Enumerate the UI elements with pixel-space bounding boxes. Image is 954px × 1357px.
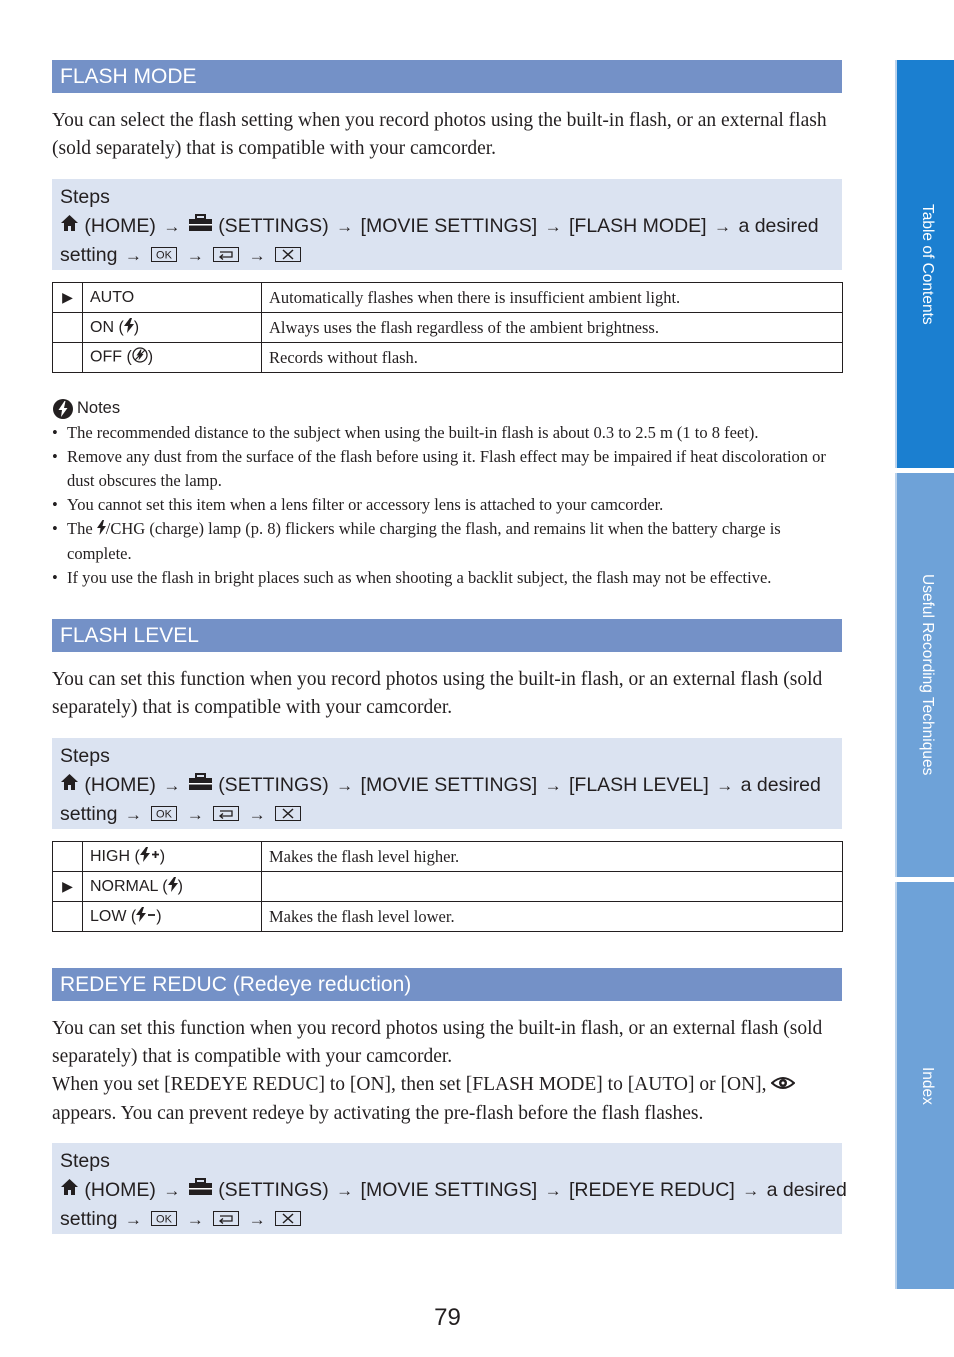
flash-off-icon <box>132 347 148 368</box>
home-label[interactable]: (HOME) <box>84 1179 156 1201</box>
setting-label: setting <box>60 1208 118 1231</box>
steps-label: Steps <box>60 745 110 767</box>
list-item: • You cannot set this item when a lens filter or accessory lens is attached to your camcorder. <box>52 493 847 517</box>
desired-label: a desired <box>766 1179 847 1201</box>
arrow-icon: → <box>248 1210 266 1230</box>
svg-text:OK: OK <box>156 808 173 821</box>
table-row[interactable] <box>53 313 843 343</box>
option-desc: Makes the flash level lower. <box>262 902 843 932</box>
svg-text:OK: OK <box>156 249 173 262</box>
desired-label: a desired <box>738 215 819 237</box>
redeye-intro-2: When you set [REDEYE REDUC] to [ON], then set [FLASH MODE] to [AUTO] or [ON], appears. You can prevent redeye by activating the pre-flash before the flash flashes. <box>52 1071 844 1128</box>
redeye-reduc-label[interactable]: [REDEYE REDUC] <box>568 1179 735 1201</box>
flash-level-options-table <box>52 841 843 932</box>
flash-level-steps <box>52 738 842 829</box>
steps-label: Steps <box>60 186 110 208</box>
arrow-icon: → <box>124 246 142 266</box>
toolbox-icon <box>188 212 213 241</box>
home-label[interactable]: (HOME) <box>84 215 156 237</box>
default-marker-icon: ▶ <box>53 872 83 902</box>
arrow-icon: → <box>186 805 204 825</box>
return-icon[interactable] <box>213 1206 239 1235</box>
ok-button-icon[interactable] <box>151 801 177 830</box>
option-name: OFF ( ) <box>83 343 262 373</box>
flash-minus-icon <box>136 907 156 927</box>
table-row[interactable] <box>53 343 843 373</box>
arrow-icon: → <box>248 805 266 825</box>
settings-label[interactable]: (SETTINGS) <box>218 215 329 237</box>
arrow-icon: → <box>716 776 734 795</box>
table-row[interactable] <box>53 902 843 932</box>
desired-label: a desired <box>740 774 821 796</box>
toolbox-icon <box>188 771 213 800</box>
movie-settings-label[interactable]: [MOVIE SETTINGS] <box>360 774 538 796</box>
close-icon[interactable] <box>275 242 301 271</box>
default-marker-icon: ▶ <box>53 283 83 313</box>
tab-label: Table of Contents <box>919 203 936 325</box>
close-icon[interactable] <box>275 801 301 830</box>
redeye-intro: You can set this function when you record photos using the built-in flash, or an external flash (sold separately) that is compatible with your camcorder. <box>52 1018 823 1067</box>
option-desc <box>262 872 843 902</box>
return-icon[interactable] <box>213 801 239 830</box>
arrow-icon: → <box>124 805 142 825</box>
arrow-icon: → <box>544 776 562 795</box>
arrow-icon: → <box>186 1210 204 1230</box>
option-desc: Automatically flashes when there is insufficient ambient light. <box>262 283 843 313</box>
page-number: 79 <box>434 1304 461 1331</box>
notes-list <box>52 421 847 590</box>
flash-mode-intro: You can select the flash setting when you record photos using the built-in flash, or an external flash (sold separately) that is compatible with your camcorder. <box>52 110 827 159</box>
flash-icon <box>168 877 178 897</box>
flash-level-heading: FLASH LEVEL <box>52 619 842 652</box>
tab-label: Useful Recording Techniques <box>919 574 936 776</box>
home-icon <box>60 771 79 800</box>
arrow-icon: → <box>544 1181 562 1200</box>
arrow-icon: → <box>163 776 181 795</box>
arrow-icon: → <box>248 246 266 266</box>
movie-settings-label[interactable]: [MOVIE SETTINGS] <box>360 1179 538 1201</box>
table-row[interactable] <box>53 842 843 872</box>
arrow-icon: → <box>336 217 354 236</box>
option-name: HIGH ( ) <box>83 842 262 872</box>
option-desc: Always uses the flash regardless of the ambient brightness. <box>262 313 843 343</box>
flash-mode-label[interactable]: [FLASH MODE] <box>568 215 707 237</box>
option-desc: Records without flash. <box>262 343 843 373</box>
arrow-icon: → <box>336 776 354 795</box>
ok-button-icon[interactable] <box>151 242 177 271</box>
home-icon <box>60 212 79 241</box>
arrow-icon: → <box>544 217 562 236</box>
ok-button-icon[interactable] <box>151 1206 177 1235</box>
flash-icon <box>124 318 134 338</box>
option-desc: Makes the flash level higher. <box>262 842 843 872</box>
option-name: ON ( ) <box>83 313 262 343</box>
return-icon[interactable] <box>213 242 239 271</box>
notes-heading: Notes <box>52 396 120 420</box>
option-name: AUTO <box>83 283 262 313</box>
steps-label: Steps <box>60 1150 110 1172</box>
flash-level-label[interactable]: [FLASH LEVEL] <box>568 774 709 796</box>
notes-icon <box>52 399 77 417</box>
home-icon <box>60 1176 79 1205</box>
tab-useful-recording-techniques[interactable] <box>895 473 954 877</box>
arrow-icon: → <box>124 1210 142 1230</box>
flash-mode-steps <box>52 179 842 270</box>
flash-icon <box>97 518 106 542</box>
option-name: NORMAL ( ) <box>83 872 262 902</box>
tab-label: Index <box>919 1066 936 1105</box>
flash-plus-icon <box>140 847 160 867</box>
setting-label: setting <box>60 803 118 826</box>
svg-text:OK: OK <box>156 1213 173 1226</box>
list-item: • Remove any dust from the surface of the flash before using it. Flash effect may be impaired if heat discoloration or dust obscures the lamp. <box>52 445 847 493</box>
setting-label: setting <box>60 244 118 267</box>
flash-mode-options-table <box>52 282 843 373</box>
list-item: • If you use the flash in bright places such as when shooting a backlit subject, the flash may not be effective. <box>52 566 847 590</box>
toolbox-icon <box>188 1176 213 1205</box>
tab-table-of-contents[interactable] <box>895 60 954 468</box>
close-icon[interactable] <box>275 1206 301 1235</box>
flash-level-intro: You can set this function when you record photos using the built-in flash, or an external flash (sold separately) that is compatible with your camcorder. <box>52 669 823 718</box>
arrow-icon: → <box>163 217 181 236</box>
option-name: LOW ( ) <box>83 902 262 932</box>
list-item: • The recommended distance to the subject when using the built-in flash is about 0.3 to 2.5 m (1 to 8 feet). <box>52 421 847 445</box>
arrow-icon: → <box>186 246 204 266</box>
redeye-icon <box>771 1072 795 1100</box>
tab-index[interactable] <box>895 882 954 1289</box>
arrow-icon: → <box>714 217 732 236</box>
flash-mode-heading: FLASH MODE <box>52 60 842 93</box>
redeye-steps <box>52 1143 847 1234</box>
table-row[interactable] <box>53 872 843 902</box>
list-item: • The /CHG (charge) lamp (p. 8) flickers while charging the flash, and remains lit when the battery charge is complete. <box>52 517 847 566</box>
home-label[interactable]: (HOME) <box>84 774 156 796</box>
arrow-icon: → <box>336 1181 354 1200</box>
settings-label[interactable]: (SETTINGS) <box>218 1179 329 1201</box>
table-row[interactable] <box>53 283 843 313</box>
arrow-icon: → <box>163 1181 181 1200</box>
arrow-icon: → <box>742 1181 760 1200</box>
redeye-heading: REDEYE REDUC (Redeye reduction) <box>52 968 842 1001</box>
settings-label[interactable]: (SETTINGS) <box>218 774 329 796</box>
movie-settings-label[interactable]: [MOVIE SETTINGS] <box>360 215 538 237</box>
